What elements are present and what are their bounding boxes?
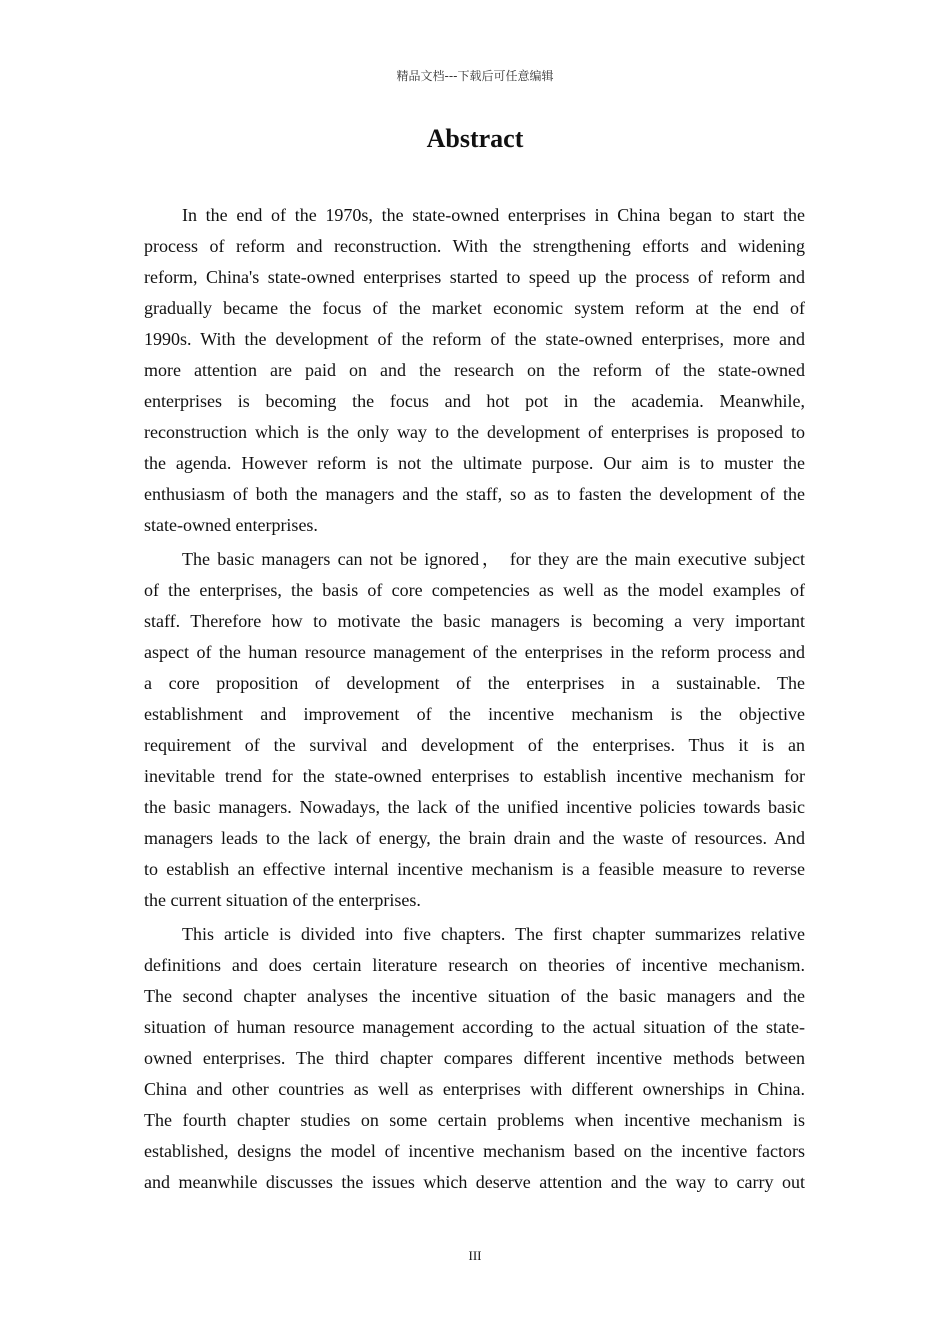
text-line: to establish an effective internal incentive mechanism is a feasible measure to reverse	[144, 859, 805, 879]
text-line: a core proposition of development of the enterprises in a sustainable. The	[144, 673, 805, 693]
text-line: requirement of the survival and development of the enterprises. Thus it is an	[144, 735, 805, 755]
text-line: inevitable trend for the state-owned enterprises to establish incentive mechanism for	[144, 766, 805, 786]
text-line: state-owned enterprises.	[144, 515, 318, 535]
text-line: the current situation of the enterprises.	[144, 890, 421, 910]
text-line: process of reform and reconstruction. With the strengthening efforts and widening	[144, 236, 805, 256]
text-line: and meanwhile discusses the issues which deserve attention and the way to carry out	[144, 1172, 805, 1192]
text-line: establishment and improvement of the incentive mechanism is the objective	[144, 704, 805, 724]
paragraph	[144, 919, 805, 1198]
text-line: China and other countries as well as enterprises with different ownerships in China.	[144, 1079, 805, 1099]
text-line: The basic managers can not be ignored， for they are the main executive subject	[182, 549, 805, 569]
text-line: the basic managers. Nowadays, the lack of the unified incentive policies towards basic	[144, 797, 805, 817]
text-line: more attention are paid on and the research on the reform of the state-owned	[144, 360, 805, 380]
text-line: situation of human resource management according to the actual situation of the state-	[144, 1017, 805, 1037]
text-line: The second chapter analyses the incentive situation of the basic managers and the	[144, 986, 805, 1006]
text-line: reform, China's state-owned enterprises started to speed up the process of reform and	[144, 267, 805, 287]
text-line: of the enterprises, the basis of core competencies as well as the model examples of	[144, 580, 805, 600]
page-title: Abstract	[426, 124, 524, 153]
text-line: managers leads to the lack of energy, the brain drain and the waste of resources. And	[144, 828, 805, 848]
text-line: This article is divided into five chapters. The first chapter summarizes relative	[182, 924, 805, 944]
text-line: The fourth chapter studies on some certain problems when incentive mechanism is	[144, 1110, 805, 1130]
text-line: owned enterprises. The third chapter compares different incentive methods between	[144, 1048, 805, 1068]
text-line: enthusiasm of both the managers and the staff, so as to fasten the development of the	[144, 484, 805, 504]
text-line: staff. Therefore how to motivate the basic managers is becoming a very important	[144, 611, 805, 631]
paragraph	[144, 200, 805, 541]
page-header: 精品文档---下载后可任意编辑	[396, 69, 554, 83]
text-line: In the end of the 1970s, the state-owned enterprises in China began to start the	[182, 205, 805, 225]
text-line: 1990s. With the development of the reform of the state-owned enterprises, more and	[144, 329, 805, 349]
text-line: established, designs the model of incentive mechanism based on the incentive factors	[144, 1141, 805, 1161]
text-line: enterprises is becoming the focus and hot pot in the academia. Meanwhile,	[144, 391, 805, 411]
page-number: III	[468, 1248, 482, 1263]
text-line: definitions and does certain literature research on theories of incentive mechanism.	[144, 955, 805, 975]
paragraph	[144, 544, 805, 916]
text-line: aspect of the human resource management of the enterprises in the reform process and	[144, 642, 805, 662]
text-line: gradually became the focus of the market economic system reform at the end of	[144, 298, 805, 318]
abstract-body	[144, 200, 805, 1201]
text-line: reconstruction which is the only way to the development of enterprises is proposed to	[144, 422, 805, 442]
text-line: the agenda. However reform is not the ultimate purpose. Our aim is to muster the	[144, 453, 805, 473]
